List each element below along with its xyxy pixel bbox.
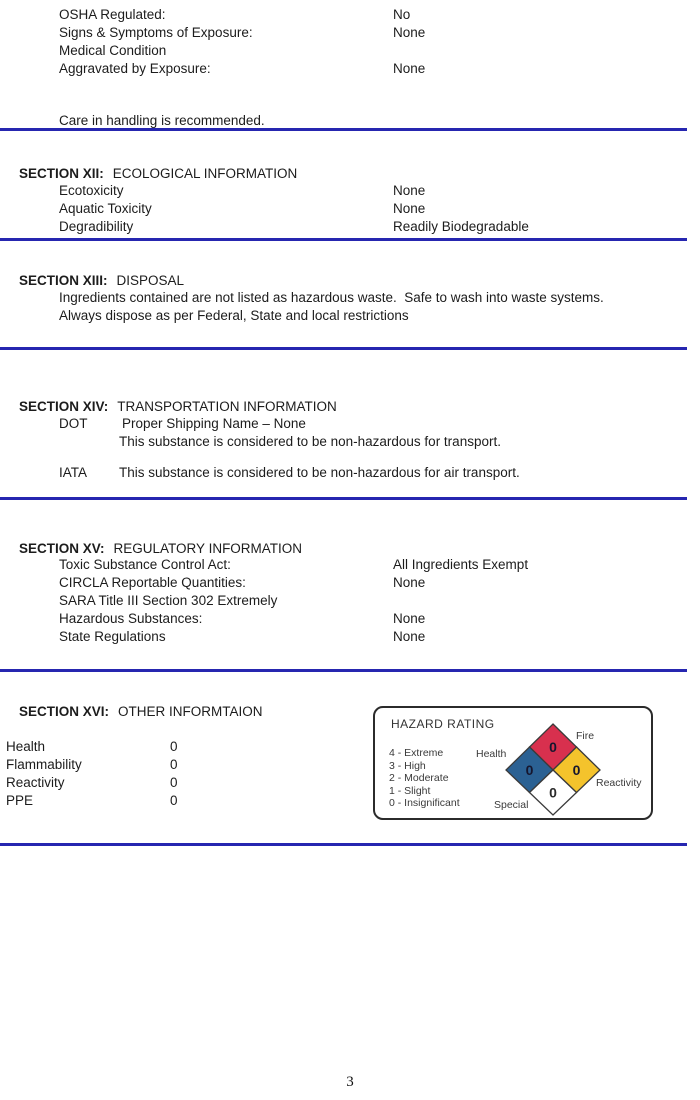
field-value: Readily Biodegradable [393, 219, 529, 234]
section-heading-title: ECOLOGICAL INFORMATION [112, 166, 298, 181]
section-heading-title: REGULATORY INFORMATION [113, 541, 303, 556]
rating-value: 0 [170, 775, 178, 790]
rating-label: PPE [6, 793, 34, 808]
hazard-scale-item: 0 - Insignificant [389, 797, 460, 809]
nfpa-diamond [375, 708, 651, 818]
disposal-text-line: Always dispose as per Federal, State and local restrictions [59, 308, 409, 323]
field-label: Signs & Symptoms of Exposure: [59, 25, 253, 40]
section-heading-label: SECTION XIII: [19, 273, 108, 288]
rating-value: 0 [170, 793, 178, 808]
hazard-rating-panel [373, 706, 653, 820]
section-heading-label: SECTION XVI: [19, 704, 110, 719]
field-label: Aquatic Toxicity [59, 201, 152, 216]
dot-text-line: Proper Shipping Name – None [122, 416, 306, 431]
hazard-scale-item: 4 - Extreme [389, 747, 444, 759]
rating-value: 0 [170, 739, 178, 754]
section-divider [0, 128, 687, 131]
section-divider [0, 497, 687, 500]
field-value: None [393, 611, 426, 626]
hazard-scale-item: 3 - High [389, 759, 426, 772]
field-label: OSHA Regulated: [59, 7, 166, 22]
field-value: None [393, 61, 426, 76]
field-value: None [393, 25, 426, 40]
field-label: Hazardous Substances: [59, 611, 203, 626]
section-divider [0, 347, 687, 350]
section-heading-label: SECTION XII: [19, 166, 104, 181]
nfpa-reactivity-value: 0 [572, 762, 581, 778]
section-heading-label: SECTION XV: [19, 541, 105, 556]
handling-note: Care in handling is recommended. [59, 113, 265, 128]
field-value: No [393, 7, 411, 22]
nfpa-special-label: Special [494, 799, 529, 811]
section-heading-title: TRANSPORTATION INFORMATION [117, 399, 337, 414]
field-value: None [393, 201, 426, 216]
field-label: SARA Title III Section 302 Extremely [59, 593, 278, 608]
iata-text-line: This substance is considered to be non-hazardous for air transport. [119, 465, 520, 480]
section-xii-heading [4, 147, 297, 201]
section-heading-label: SECTION XIV: [19, 399, 109, 414]
hazard-scale-item: 1 - Slight [389, 784, 431, 797]
nfpa-fire-value: 0 [549, 739, 557, 755]
field-value: None [393, 183, 426, 198]
dot-code: DOT [59, 416, 88, 431]
section-divider [0, 238, 687, 241]
field-label: Toxic Substance Control Act: [59, 557, 231, 572]
field-value: None [393, 575, 426, 590]
section-heading-title: OTHER INFORMTAION [118, 704, 263, 719]
nfpa-health-label: Health [476, 748, 507, 760]
rating-label: Flammability [6, 757, 82, 772]
nfpa-health-value: 0 [525, 762, 534, 778]
page-number: 3 [346, 1074, 354, 1090]
field-label: Ecotoxicity [59, 183, 124, 198]
field-label: State Regulations [59, 629, 166, 644]
section-divider [0, 843, 687, 846]
section-xvi-heading [4, 685, 263, 739]
field-label: CIRCLA Reportable Quantities: [59, 575, 246, 590]
section-heading-title: DISPOSAL [116, 273, 185, 288]
rating-value: 0 [170, 757, 178, 772]
field-label: Degradibility [59, 219, 134, 234]
nfpa-fire-label: Fire [576, 730, 595, 742]
hazard-scale-item: 2 - Moderate [389, 772, 449, 784]
dot-text-line: This substance is considered to be non-hazardous for transport. [119, 434, 501, 449]
field-value: All Ingredients Exempt [393, 557, 529, 572]
field-label: Medical Condition [59, 43, 167, 58]
section-divider [0, 669, 687, 672]
hazard-rating-title: HAZARD RATING [391, 717, 495, 731]
rating-label: Reactivity [6, 775, 65, 790]
nfpa-reactivity-label: Reactivity [596, 777, 642, 789]
field-label: Aggravated by Exposure: [59, 61, 211, 76]
iata-code: IATA [59, 465, 88, 480]
field-value: None [393, 629, 426, 644]
nfpa-special-value: 0 [549, 784, 557, 801]
rating-label: Health [6, 739, 46, 754]
disposal-text-line: Ingredients contained are not listed as hazardous waste. Safe to wash into waste systems. [59, 290, 604, 305]
